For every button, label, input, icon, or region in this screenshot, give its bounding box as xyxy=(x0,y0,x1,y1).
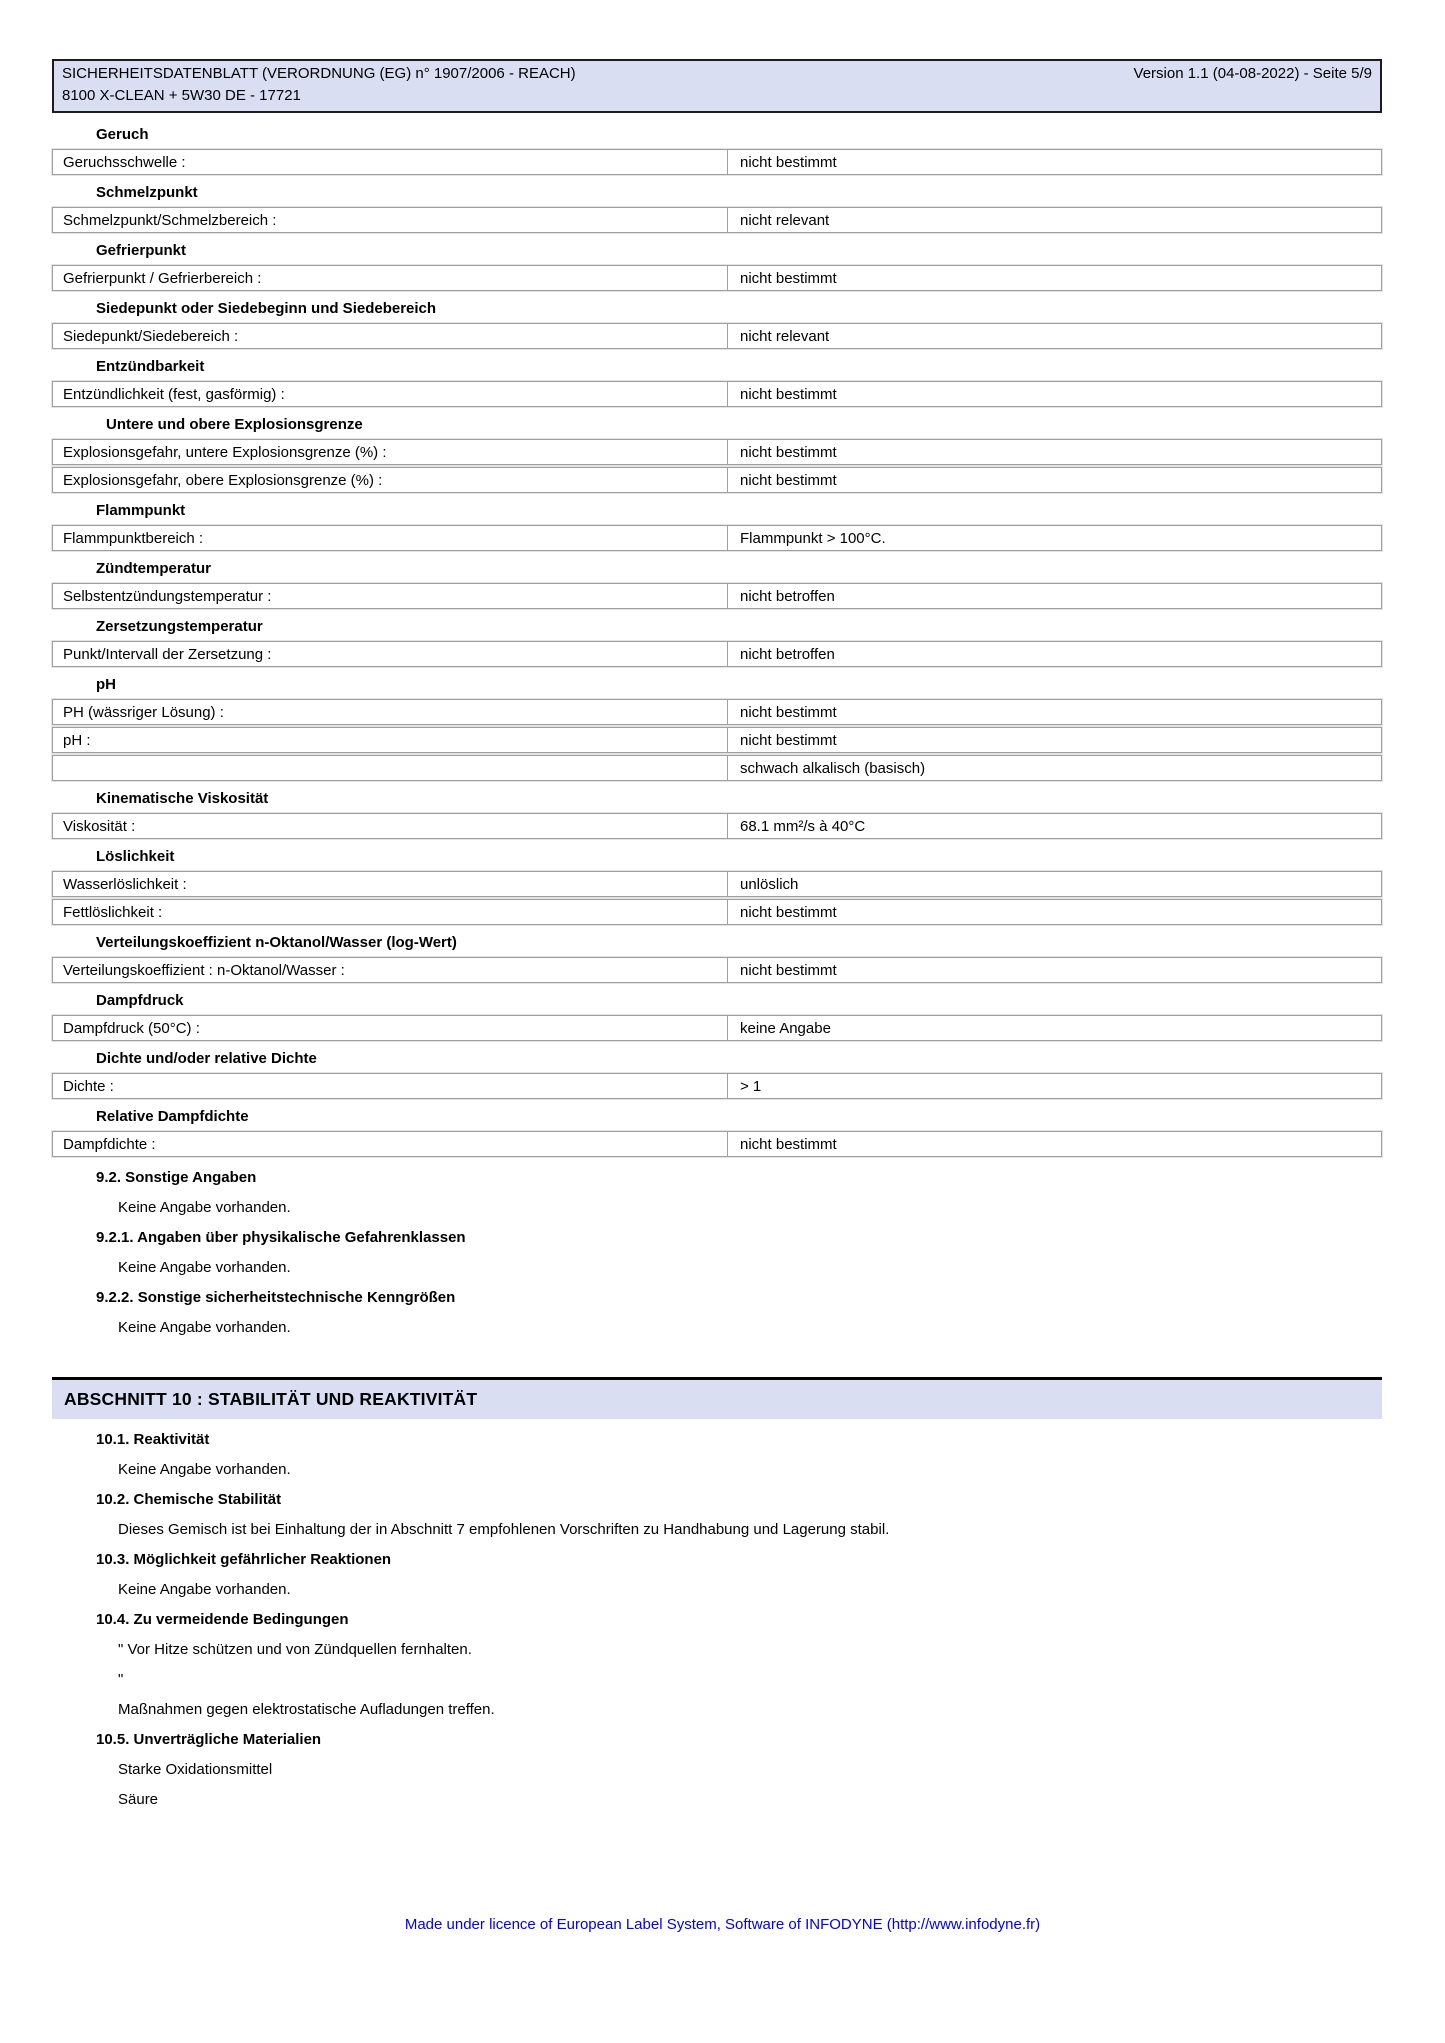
subsection-heading: 9.2.2. Sonstige sicherheitstechnische Kenngrößen xyxy=(96,1289,456,1306)
property-row xyxy=(52,207,1382,233)
property-label: Geruchsschwelle : xyxy=(53,150,728,174)
property-group-heading: Siedepunkt oder Siedebeginn und Siedebereich xyxy=(96,300,437,317)
property-label: Explosionsgefahr, untere Explosionsgrenze (%) : xyxy=(53,440,728,464)
page-content xyxy=(52,0,1382,1809)
property-value: nicht bestimmt xyxy=(740,703,837,721)
property-row xyxy=(52,583,1382,609)
property-group-heading: Flammpunkt xyxy=(96,502,186,519)
property-label: Flammpunktbereich : xyxy=(53,526,728,550)
property-group-heading: pH xyxy=(96,676,116,693)
subsection-text: Keine Angabe vorhanden. xyxy=(118,1319,291,1336)
property-value: nicht bestimmt xyxy=(740,903,837,921)
property-value: nicht bestimmt xyxy=(740,731,837,749)
section10-subsections xyxy=(52,1431,1382,1809)
subsection-text: Starke Oxidationsmittel xyxy=(118,1761,273,1778)
property-value: nicht bestimmt xyxy=(740,385,837,403)
property-group-heading: Untere und obere Explosionsgrenze xyxy=(106,416,363,433)
property-row xyxy=(52,1131,1382,1157)
subsection-text: Säure xyxy=(118,1791,159,1808)
property-value: unlöslich xyxy=(740,875,799,893)
property-row xyxy=(52,899,1382,925)
property-label xyxy=(53,756,728,780)
subsection-heading: 9.2. Sonstige Angaben xyxy=(96,1169,257,1186)
property-row xyxy=(52,1015,1382,1041)
subsection-text: " xyxy=(118,1671,124,1688)
property-label: Explosionsgefahr, obere Explosionsgrenze (%) : xyxy=(53,468,728,492)
property-row xyxy=(52,699,1382,725)
property-group-heading: Löslichkeit xyxy=(96,848,175,865)
property-group-heading: Gefrierpunkt xyxy=(96,242,187,259)
property-group-heading: Dampfdruck xyxy=(96,992,184,1009)
property-label: pH : xyxy=(53,728,728,752)
property-group-heading: Kinematische Viskosität xyxy=(96,790,269,807)
property-group-heading: Verteilungskoeffizient n-Oktanol/Wasser (log-Wert) xyxy=(96,934,457,951)
property-label: Wasserlöslichkeit : xyxy=(53,872,728,896)
property-group-heading: Relative Dampfdichte xyxy=(96,1108,249,1125)
property-value: 68.1 mm²/s à 40°C xyxy=(740,817,866,835)
property-value: nicht bestimmt xyxy=(740,1135,837,1153)
subsection-heading: 10.1. Reaktivität xyxy=(96,1431,210,1448)
property-row xyxy=(52,813,1382,839)
product-name: 8100 X-CLEAN + 5W30 DE - 17721 xyxy=(62,87,301,104)
subsection-text: Keine Angabe vorhanden. xyxy=(118,1259,291,1276)
property-label: Viskosität : xyxy=(53,814,728,838)
property-value: nicht bestimmt xyxy=(740,443,837,461)
property-value: nicht betroffen xyxy=(740,587,835,605)
property-label: Schmelzpunkt/Schmelzbereich : xyxy=(53,208,728,232)
property-group-heading: Dichte und/oder relative Dichte xyxy=(96,1050,317,1067)
property-label: Dampfdruck (50°C) : xyxy=(53,1016,728,1040)
property-label: Verteilungskoeffizient : n-Oktanol/Wasser : xyxy=(53,958,728,982)
property-group-heading: Schmelzpunkt xyxy=(96,184,198,201)
property-value: nicht relevant xyxy=(740,211,830,229)
property-group-heading: Zersetzungstemperatur xyxy=(96,618,263,635)
header-line2 xyxy=(62,85,1372,107)
section10-title: ABSCHNITT 10 : STABILITÄT UND REAKTIVITÄT xyxy=(64,1389,478,1409)
property-value: > 1 xyxy=(740,1077,762,1095)
document-footer xyxy=(0,1916,1445,1933)
property-label: Siedepunkt/Siedebereich : xyxy=(53,324,728,348)
property-row xyxy=(52,957,1382,983)
property-row xyxy=(52,871,1382,897)
property-label: Fettlöslichkeit : xyxy=(53,900,728,924)
property-label: Selbstentzündungstemperatur : xyxy=(53,584,728,608)
property-value: schwach alkalisch (basisch) xyxy=(740,759,926,777)
subsection-heading: 10.3. Möglichkeit gefährlicher Reaktionen xyxy=(96,1551,392,1568)
property-value: nicht relevant xyxy=(740,327,830,345)
property-label: Gefrierpunkt / Gefrierbereich : xyxy=(53,266,728,290)
subsection-heading: 10.4. Zu vermeidende Bedingungen xyxy=(96,1611,349,1628)
document-header xyxy=(52,59,1382,113)
property-value: nicht bestimmt xyxy=(740,471,837,489)
property-groups xyxy=(52,126,1382,1157)
subsection-heading: 10.5. Unverträgliche Materialien xyxy=(96,1731,322,1748)
version-page-info: Version 1.1 (04-08-2022) - Seite 5/9 xyxy=(1133,65,1372,82)
section9-subsections xyxy=(52,1169,1382,1337)
property-row xyxy=(52,323,1382,349)
property-group-heading: Zündtemperatur xyxy=(96,560,212,577)
subsection-text: Maßnahmen gegen elektrostatische Aufladungen treffen. xyxy=(118,1701,495,1718)
property-value: nicht betroffen xyxy=(740,645,835,663)
property-label: Punkt/Intervall der Zersetzung : xyxy=(53,642,728,666)
property-row xyxy=(52,439,1382,465)
property-value: keine Angabe xyxy=(740,1019,831,1037)
subsection-text: Keine Angabe vorhanden. xyxy=(118,1199,291,1216)
property-row xyxy=(52,727,1382,753)
property-label: Dampfdichte : xyxy=(53,1132,728,1156)
subsection-heading: 10.2. Chemische Stabilität xyxy=(96,1491,282,1508)
property-row xyxy=(52,381,1382,407)
property-row xyxy=(52,755,1382,781)
property-group-heading: Entzündbarkeit xyxy=(96,358,205,375)
section10-header-bar xyxy=(52,1380,1382,1419)
subsection-text: " Vor Hitze schützen und von Zündquellen fernhalten. xyxy=(118,1641,472,1658)
property-value: nicht bestimmt xyxy=(740,961,837,979)
header-line1 xyxy=(62,63,1372,85)
property-row xyxy=(52,641,1382,667)
subsection-heading: 9.2.1. Angaben über physikalische Gefahrenklassen xyxy=(96,1229,466,1246)
property-value: nicht bestimmt xyxy=(740,269,837,287)
property-row xyxy=(52,525,1382,551)
property-label: Dichte : xyxy=(53,1074,728,1098)
property-group-heading: Geruch xyxy=(96,126,149,143)
subsection-text: Dieses Gemisch ist bei Einhaltung der in Abschnitt 7 empfohlenen Vorschriften zu Handhabung und Lagerung stabil. xyxy=(118,1521,890,1538)
document-title: SICHERHEITSDATENBLATT (VERORDNUNG (EG) n° 1907/2006 - REACH) xyxy=(62,65,576,82)
property-row xyxy=(52,1073,1382,1099)
property-label: Entzündlichkeit (fest, gasförmig) : xyxy=(53,382,728,406)
property-value: nicht bestimmt xyxy=(740,153,837,171)
subsection-text: Keine Angabe vorhanden. xyxy=(118,1461,291,1478)
section10-header-block xyxy=(52,1377,1382,1419)
property-row xyxy=(52,149,1382,175)
property-value: Flammpunkt > 100°C. xyxy=(740,529,886,547)
footer-licence-text: Made under licence of European Label System, Software of INFODYNE (http://www.infodyne.fr) xyxy=(404,1916,1041,1933)
subsection-text: Keine Angabe vorhanden. xyxy=(118,1581,291,1598)
section9-body xyxy=(52,126,1382,1337)
property-row xyxy=(52,467,1382,493)
property-row xyxy=(52,265,1382,291)
property-label: PH (wässriger Lösung) : xyxy=(53,700,728,724)
